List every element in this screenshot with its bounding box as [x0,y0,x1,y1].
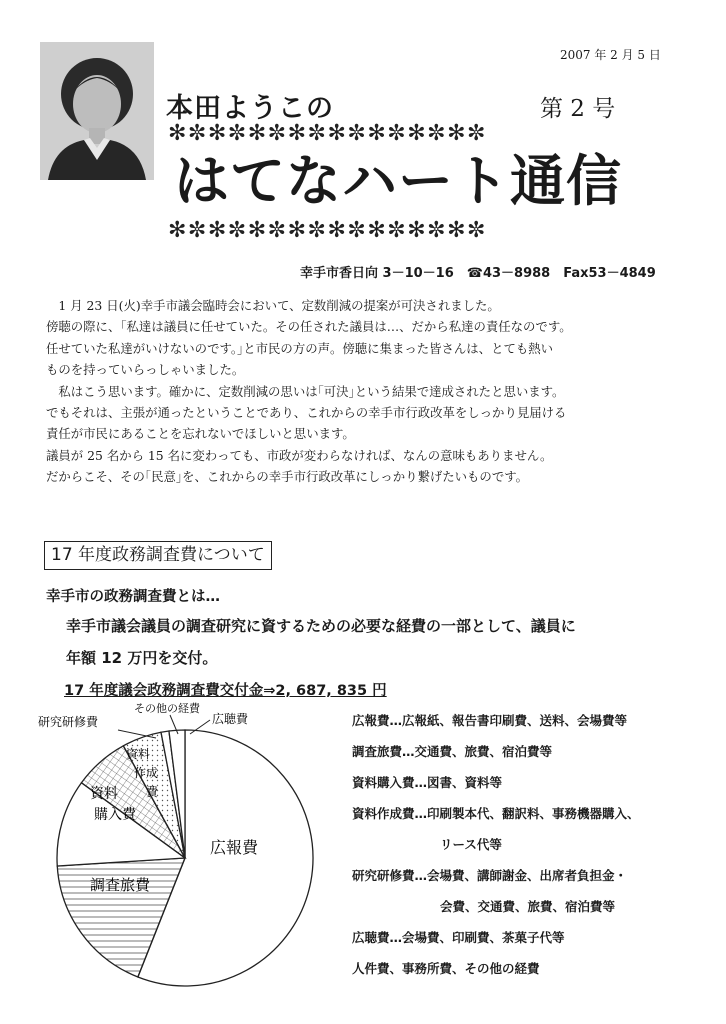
legend-item: 広報費…広報紙、報告書印刷費、送料、会場費等 [352,713,628,728]
slice-label-chousa: 調査旅費 [90,876,151,894]
article-line: 任せていた私達がいけないのです。｣と市民の方の声。傍聴に集まった皆さんは、とても熱い [46,340,554,356]
article-line: 議員が 25 名から 15 名に変わっても、市政が変わらなければ、なんの意味もありません。 [46,447,553,463]
slice-label-shiryou-sakusei-2: 作成 [134,766,159,780]
article-line: 1 月 23 日(火)幸手市議会臨時会において、定数削減の提案が可決されました。 [46,298,500,313]
expense-legend [352,705,640,984]
definition-line: 年額 12 万円を交付。 [66,649,218,667]
article-line: 私はこう思います。確かに、定数削減の思いは｢可決｣という結果で達成されたと思います。 [46,383,565,399]
article-line: 傍聴の際に、｢私達は議員に任せていた。その任された議員は…、だから私達の責任なのです。 [46,319,572,335]
star-border-top: ✻✼✻✼✻✼✻✼✻✼✻✼✻✼✻✼ [168,121,487,146]
slice-label-shiryou-sakusei-3: 費 [146,785,159,799]
expense-pie-chart [30,698,360,998]
article-line: でもそれは、主張が通ったということであり、これからの幸手市行政改革をしっかり見届ける [46,405,567,421]
newsletter-title: はてなハート通信 [174,149,623,213]
portrait-image [40,42,154,180]
slice-label-shiryou-kounyuu-1: 資料 [90,786,118,802]
legend-item: 調査旅費…交通費、旅費、宿泊費等 [352,744,553,759]
legend-item: 資料購入費…図書、資料等 [352,775,503,790]
legend-item-continued: リース代等 [440,837,502,852]
definition-text [66,610,576,674]
section-heading: 17 年度政務調査費について [44,541,272,570]
author-photo [40,42,154,180]
article-line: ものを持っていらっしゃいました。 [46,362,245,378]
slice-label-kouchou: 広聴費 [212,712,249,726]
slice-label-kouhou: 広報費 [210,838,259,857]
article-line: だからこそ、その｢民意｣を、これからの幸手市行政改革にしっかり繋げたいものです。 [46,469,528,485]
slice-label-shiryou-sakusei-1: 資料 [126,747,151,761]
legend-item-continued: 会費、交通費、旅費、宿泊費等 [440,899,616,914]
leader-line-kenkyu [118,730,156,738]
issue-number: 第 2 号 [540,96,616,122]
slice-label-sonota: その他の経費 [134,702,200,715]
article-body [46,295,686,488]
slice-label-kenkyu: 研究研修費 [38,715,99,729]
issue-date: 2007 年 2 月 5 日 [560,48,661,62]
star-border-bottom: ✻✼✻✼✻✼✻✼✻✼✻✼✻✼✻✼ [168,218,487,243]
definition-line: 幸手市議会議員の調査研究に資するための必要な経費の一部として、議員に [66,617,576,635]
article-line: 責任が市民にあることを忘れないでほしいと思います。 [46,426,355,442]
pie-svg [30,698,360,998]
grant-amount: 17 年度議会政務調査費交付金⇒2, 687, 835 円 [64,683,387,699]
legend-item: 人件費、事務所費、その他の経費 [352,961,540,976]
legend-item: 資料作成費…印刷製本代、翻訳料、事務機器購入、 [352,806,640,821]
definition-heading: 幸手市の政務調査費とは… [46,589,220,605]
slice-label-shiryou-kounyuu-2: 購入費 [94,807,136,823]
author-name: 本田ようこの [166,93,334,124]
contact-address: 幸手市香日向 3－10－16 ☎43－8988 Fax53－4849 [300,266,656,281]
legend-item: 広聴費…会場費、印刷費、茶菓子代等 [352,930,565,945]
legend-item: 研究研修費…会場費、講師謝金、出席者負担金・ [352,868,628,883]
